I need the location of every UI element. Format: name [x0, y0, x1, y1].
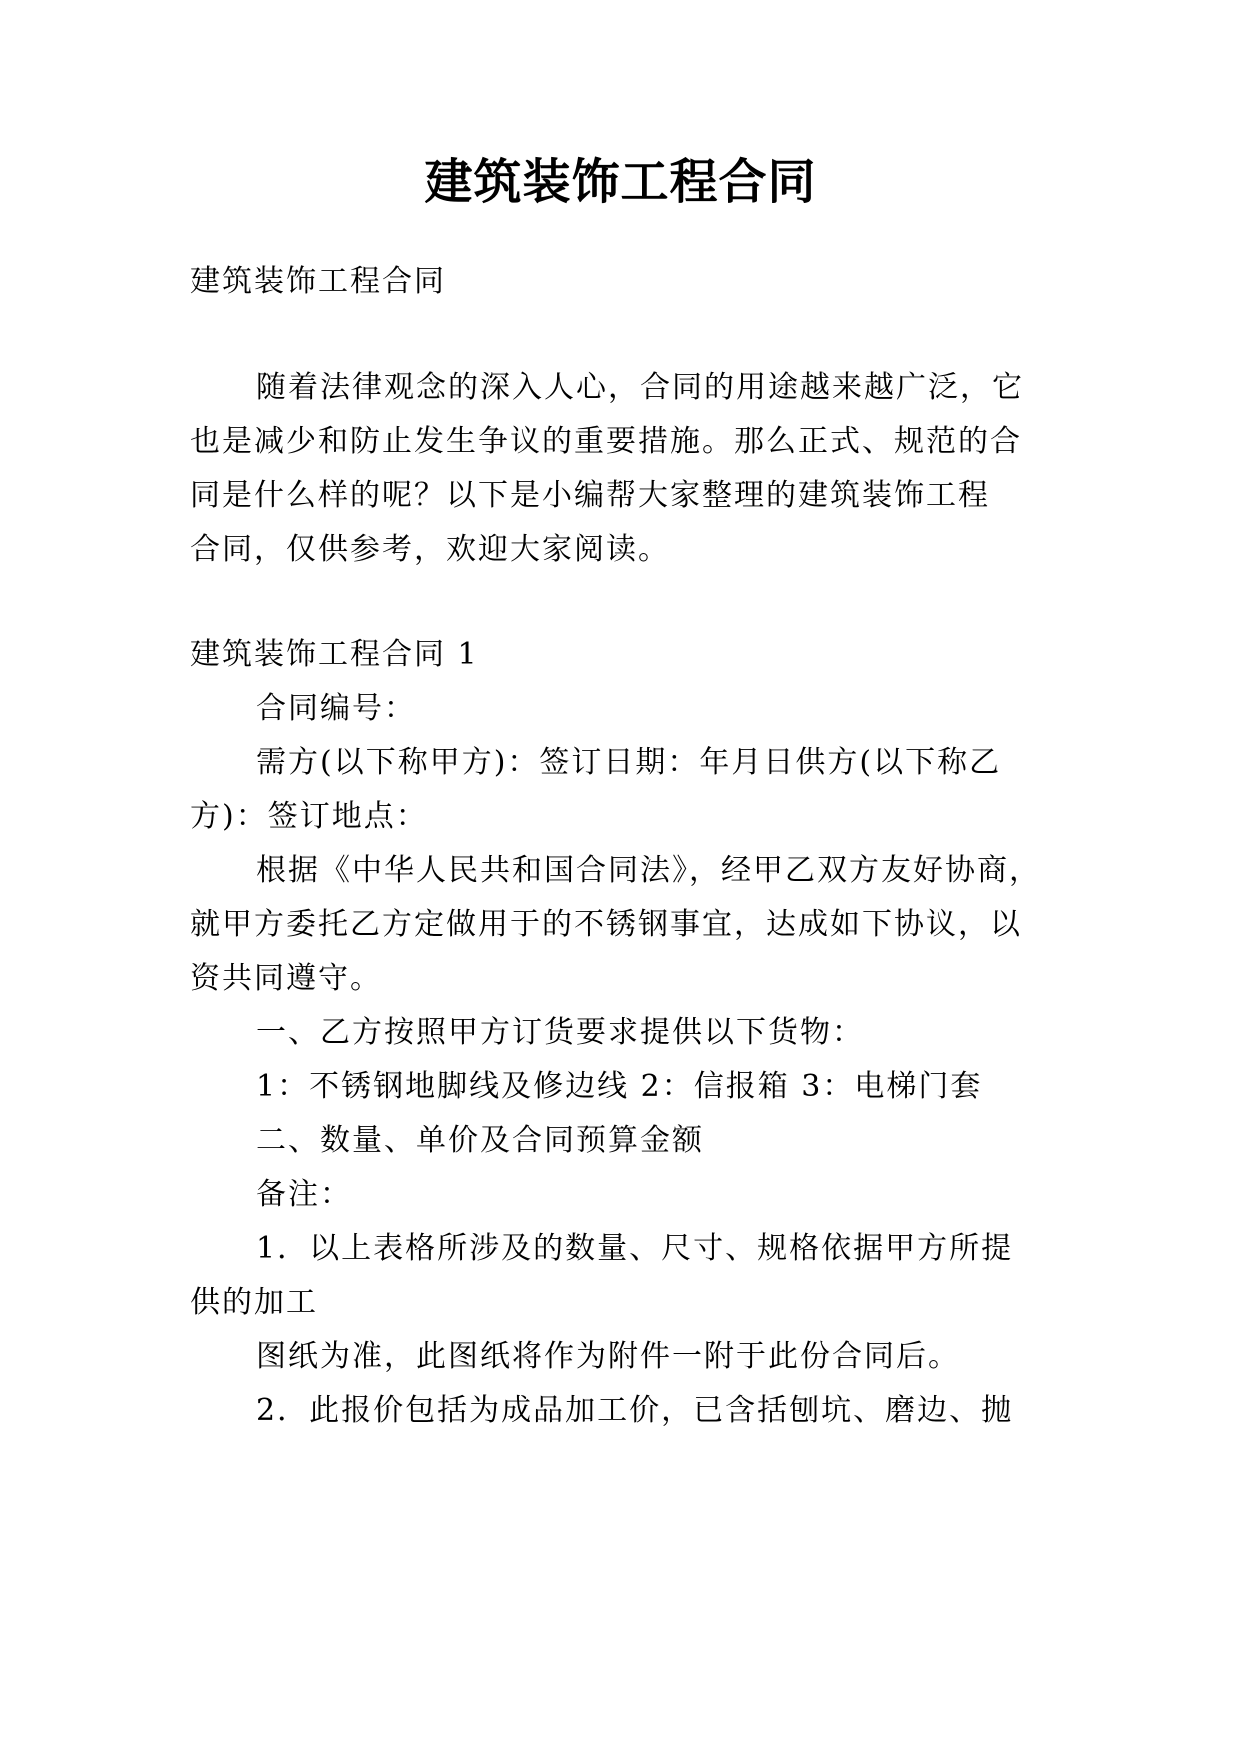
paragraph-line: 合同，仅供参考，欢迎大家阅读。: [190, 532, 670, 567]
paragraph-line: 方)：签订地点：: [190, 799, 428, 834]
paragraph-line: 同是什么样的呢？以下是小编帮大家整理的建筑装饰工程: [190, 478, 990, 513]
subtitle-line: 建筑装饰工程合同: [190, 264, 446, 299]
paragraph-line: 随着法律观念的深入人心，合同的用途越来越广泛，它: [256, 370, 1024, 405]
paragraph-line: 1：不锈钢地脚线及修边线 2：信报箱 3：电梯门套: [256, 1069, 983, 1104]
paragraph-line: 2．此报价包括为成品加工价，已含括刨坑、磨边、抛: [256, 1393, 1014, 1428]
document-title: 建筑装饰工程合同: [424, 154, 817, 210]
paragraph-line: 二、数量、单价及合同预算金额: [256, 1123, 704, 1158]
paragraph-line: 合同编号：: [256, 691, 416, 726]
paragraph-line: 1．以上表格所涉及的数量、尺寸、规格依据甲方所提: [256, 1231, 1014, 1266]
paragraph-line: 根据《中华人民共和国合同法》，经甲乙双方友好协商，: [256, 853, 1041, 888]
section-heading: 建筑装饰工程合同 1: [190, 637, 479, 672]
paragraph-line: 资共同遵守。: [190, 961, 382, 996]
paragraph-line: 一、乙方按照甲方订货要求提供以下货物：: [256, 1015, 864, 1050]
paragraph-line: 需方(以下称甲方)：签订日期：年月日供方(以下称乙: [256, 745, 1002, 780]
paragraph-line: 也是减少和防止发生争议的重要措施。那么正式、规范的合: [190, 424, 1022, 459]
paragraph-line: 就甲方委托乙方定做用于的不锈钢事宜，达成如下协议，以: [190, 907, 1022, 942]
paragraph-line: 备注：: [256, 1177, 352, 1212]
paragraph-line: 供的加工: [190, 1285, 318, 1320]
paragraph-line: 图纸为准，此图纸将作为附件一附于此份合同后。: [256, 1339, 960, 1374]
